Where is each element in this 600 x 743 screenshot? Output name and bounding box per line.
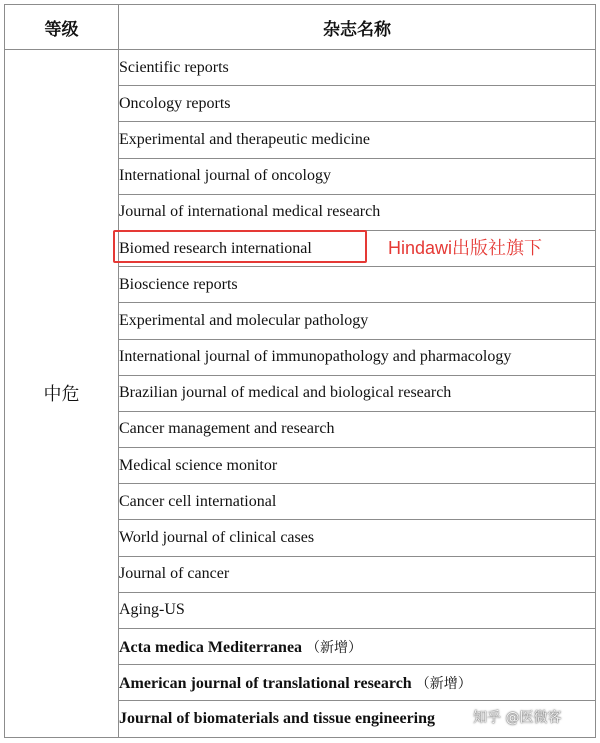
new-addition-note: （新增） [306,639,363,656]
journal-name: Bioscience reports [119,275,238,293]
watermark: 知乎 @医微客 [473,710,562,726]
journal-name: Cancer cell international [119,492,277,510]
journal-name: Journal of cancer [119,565,230,583]
risk-grade-cell: 中危 [5,50,119,738]
journal-risk-table [4,4,596,738]
journal-name: Journal of biomaterials and tissue engineering [119,709,436,727]
journal-name: Journal of international medical research [119,203,381,221]
journal-cell [119,158,596,194]
journal-cell [119,665,596,701]
journal-name: Acta medica Mediterranea [119,638,303,656]
journal-name: American journal of translational research [119,674,412,692]
journal-cell [119,411,596,447]
journal-cell [119,339,596,375]
journal-cell [119,592,596,628]
journal-name: Medical science monitor [119,456,278,474]
journal-name: Biomed research international [119,239,312,257]
journal-name: World journal of clinical cases [119,529,315,547]
table-row [5,50,596,86]
journal-name: Cancer management and research [119,420,335,438]
journal-name: International journal of immunopathology and pharmacology [119,348,512,366]
journal-name: Experimental and molecular pathology [119,311,369,329]
journal-name: Aging-US [119,601,185,619]
header-row [5,5,596,50]
journal-cell [119,448,596,484]
journal-cell [119,50,596,86]
journal-name: Brazilian journal of medical and biological research [119,384,452,402]
journal-name: Oncology reports [119,94,231,112]
journal-cell [119,484,596,520]
journal-cell [119,556,596,592]
red-highlight-box [113,230,367,263]
journal-name-column-header: 杂志名称 [119,5,596,50]
journal-cell [119,303,596,339]
journal-cell [119,267,596,303]
journal-name: Scientific reports [119,58,229,76]
journal-name: International journal of oncology [119,167,331,185]
journal-name: Experimental and therapeutic medicine [119,130,370,148]
new-addition-note: （新增） [415,675,472,692]
journal-cell [119,375,596,411]
journal-cell [119,194,596,230]
publisher-annotation: Hindawi出版社旗下 [388,238,543,258]
journal-cell [119,122,596,158]
journal-cell [119,86,596,122]
grade-column-header: 等级 [5,5,119,50]
journal-cell [119,629,596,665]
journal-cell [119,520,596,556]
